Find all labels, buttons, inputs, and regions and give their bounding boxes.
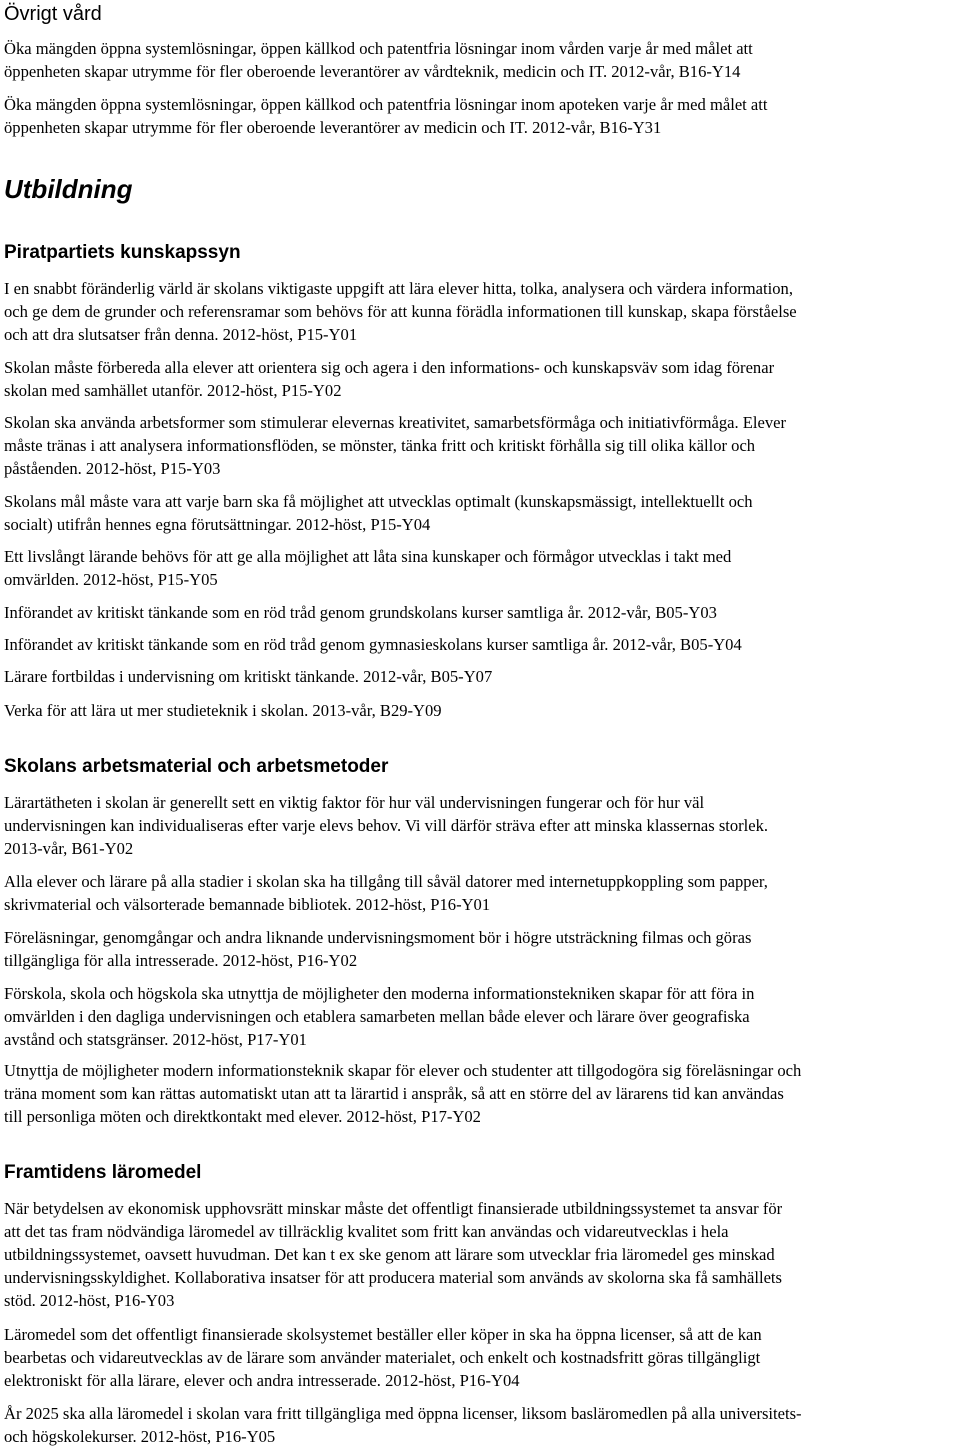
paragraph <box>4 699 959 722</box>
paragraph <box>4 926 959 972</box>
text-line: skolan med samhället utanför. 2012-höst, P15-Y02 <box>4 381 342 400</box>
paragraph <box>4 1059 959 1128</box>
section-heading-ovrigt-vard: Övrigt vård <box>4 3 102 25</box>
text-line: skrivmaterial och välsorterade bemannade bibliotek. 2012-höst, P16-Y01 <box>4 895 491 914</box>
text-line: Öka mängden öppna systemlösningar, öppen källkod och patentfria lösningar inom vården varje år med målet att <box>4 39 753 58</box>
text-line: stöd. 2012-höst, P16-Y03 <box>4 1291 175 1310</box>
text-line: omvärlden. 2012-höst, P15-Y05 <box>4 570 218 589</box>
text-line: År 2025 ska alla läromedel i skolan vara fritt tillgängliga med öppna licenser, liksom basläromedlen på alla universitets- <box>4 1404 802 1423</box>
text-line: utbildningssystemet, oavsett huvudman. Det kan t ex ske genom att lärare som utvecklar fria läromedel ges minskad <box>4 1245 775 1264</box>
text-line: Utnyttja de möjligheter modern informationsteknik skapar för elever och studenter att tillgodogöra sig föreläsningar och <box>4 1061 802 1080</box>
paragraph <box>4 37 959 83</box>
text-line: undervisningen kan individualiseras efter varje elevs behov. Vi vill därför sträva efter att minska klassernas storlek. <box>4 816 769 835</box>
paragraph <box>4 1323 959 1392</box>
text-line: omvärlden i den dagliga undervisningen och etablera samarbeten mellan både elever och lärare över geografiska <box>4 1007 750 1026</box>
paragraph <box>4 1197 959 1312</box>
text-line: Lärartätheten i skolan är generellt sett en viktig faktor för hur väl undervisningen fungerar och för hur väl <box>4 793 705 812</box>
text-line: avstånd och statsgränser. 2012-höst, P17-Y01 <box>4 1030 307 1049</box>
text-line: Läromedel som det offentligt finansierade skolsystemet beställer eller köper in ska ha öppna licenser, så att de kan <box>4 1325 762 1344</box>
text-line: Förskola, skola och högskola ska utnyttja de möjligheter den moderna informationstekniken skapar för att föra in <box>4 984 755 1003</box>
text-line: att det tas fram nödvändiga läromedel av tillräcklig kvalitet som fritt kan användas och vidareutvecklas i hela <box>4 1222 729 1241</box>
text-line: I en snabbt föränderlig värld är skolans viktigaste uppgift att lära elever hitta, tolka, analysera och värdera information, <box>4 279 793 298</box>
text-line: 2013-vår, B61-Y02 <box>4 839 134 858</box>
text-line: Införandet av kritiskt tänkande som en röd tråd genom grundskolans kurser samtliga år. 2012-vår, B05-Y03 <box>4 603 717 622</box>
text-line: Införandet av kritiskt tänkande som en röd tråd genom gymnasieskolans kurser samtliga år. 2012-vår, B05-Y04 <box>4 635 742 654</box>
text-line: socialt) utifrån hennes egna förutsättningar. 2012-höst, P15-Y04 <box>4 515 431 534</box>
text-line: och att dra slutsatser från denna. 2012-höst, P15-Y01 <box>4 325 358 344</box>
text-line: Lärare fortbildas i undervisning om kritiskt tänkande. 2012-vår, B05-Y07 <box>4 667 493 686</box>
paragraph <box>4 870 959 916</box>
paragraph <box>4 633 959 656</box>
text-line: Skolan ska använda arbetsformer som stimulerar elevernas kreativitet, samarbetsförmåga och initiativförmåga. Elever <box>4 413 787 432</box>
text-line: Skolan måste förbereda alla elever att orientera sig och agera i den informations- och kunskapsväv som idag förenar <box>4 358 775 377</box>
text-line: öppenheten skapar utrymme för fler oberoende leverantörer av vårdteknik, medicin och IT. 2012-vår, B16-Y14 <box>4 62 741 81</box>
section-heading-arbetsmaterial: Skolans arbetsmaterial och arbetsmetoder <box>4 756 389 777</box>
chapter-heading-utbildning: Utbildning <box>4 174 133 204</box>
paragraph <box>4 665 959 688</box>
paragraph <box>4 411 959 480</box>
paragraph <box>4 1402 959 1448</box>
section-heading-kunskapssyn: Piratpartiets kunskapssyn <box>4 242 241 263</box>
paragraph <box>4 982 959 1051</box>
text-line: Ett livslångt lärande behövs för att ge alla möjlighet att låta sina kunskaper och förmågor utvecklas i takt med <box>4 547 732 566</box>
text-line: Alla elever och lärare på alla stadier i skolan ska ha tillgång till såväl datorer med internetuppkoppling som papper, <box>4 872 768 891</box>
paragraph <box>4 93 959 139</box>
text-line: och högskolekurser. 2012-höst, P16-Y05 <box>4 1427 276 1446</box>
paragraph <box>4 277 959 346</box>
text-line: Skolans mål måste vara att varje barn ska få möjlighet att utvecklas optimalt (kunskapsmässigt, intellektuellt och <box>4 492 753 511</box>
paragraph <box>4 791 959 860</box>
text-line: Verka för att lära ut mer studieteknik i skolan. 2013-vår, B29-Y09 <box>4 701 442 720</box>
text-line: tillgängliga för alla intresserade. 2012-höst, P16-Y02 <box>4 951 358 970</box>
text-line: bearbetas och vidareutvecklas av de lärare som använder materialet, och enkelt och kostnadsfritt göras tillgängligt <box>4 1348 761 1367</box>
text-line: elektroniskt för alla lärare, elever och andra intresserade. 2012-höst, P16-Y04 <box>4 1371 520 1390</box>
paragraph <box>4 601 959 624</box>
section-heading-laromedel: Framtidens läromedel <box>4 1162 202 1183</box>
text-line: till personliga möten och direktkontakt med elever. 2012-höst, P17-Y02 <box>4 1107 481 1126</box>
text-line: undervisningsskyldighet. Kollaborativa insatser för att producera material som används av skolorna ska få samhällets <box>4 1268 783 1287</box>
text-line: måste tränas i att analysera informationsflöden, se mönster, tänka fritt och kritiskt förhålla sig till olika källor och <box>4 436 756 455</box>
text-line: Föreläsningar, genomgångar och andra liknande undervisningsmoment bör i högre utsträckning filmas och göras <box>4 928 752 947</box>
text-line: Öka mängden öppna systemlösningar, öppen källkod och patentfria lösningar inom apoteken varje år med målet att <box>4 95 768 114</box>
paragraph <box>4 545 959 591</box>
paragraph <box>4 490 959 536</box>
text-line: påståenden. 2012-höst, P15-Y03 <box>4 459 221 478</box>
paragraph <box>4 356 959 402</box>
text-line: träna moment som kan rättas automatiskt utan att ta lärartid i anspråk, så att en större del av lärarens tid kan användas <box>4 1084 784 1103</box>
text-line: och ge dem de grunder och referensramar som behövs för att kunna förädla informationen till kunskap, skapa förståelse <box>4 302 797 321</box>
text-line: öppenheten skapar utrymme för fler oberoende leverantörer av medicin och IT. 2012-vår, B16-Y31 <box>4 118 662 137</box>
text-line: När betydelsen av ekonomisk upphovsrätt minskar måste det offentligt finansierade utbildningssystemet ta ansvar för <box>4 1199 783 1218</box>
